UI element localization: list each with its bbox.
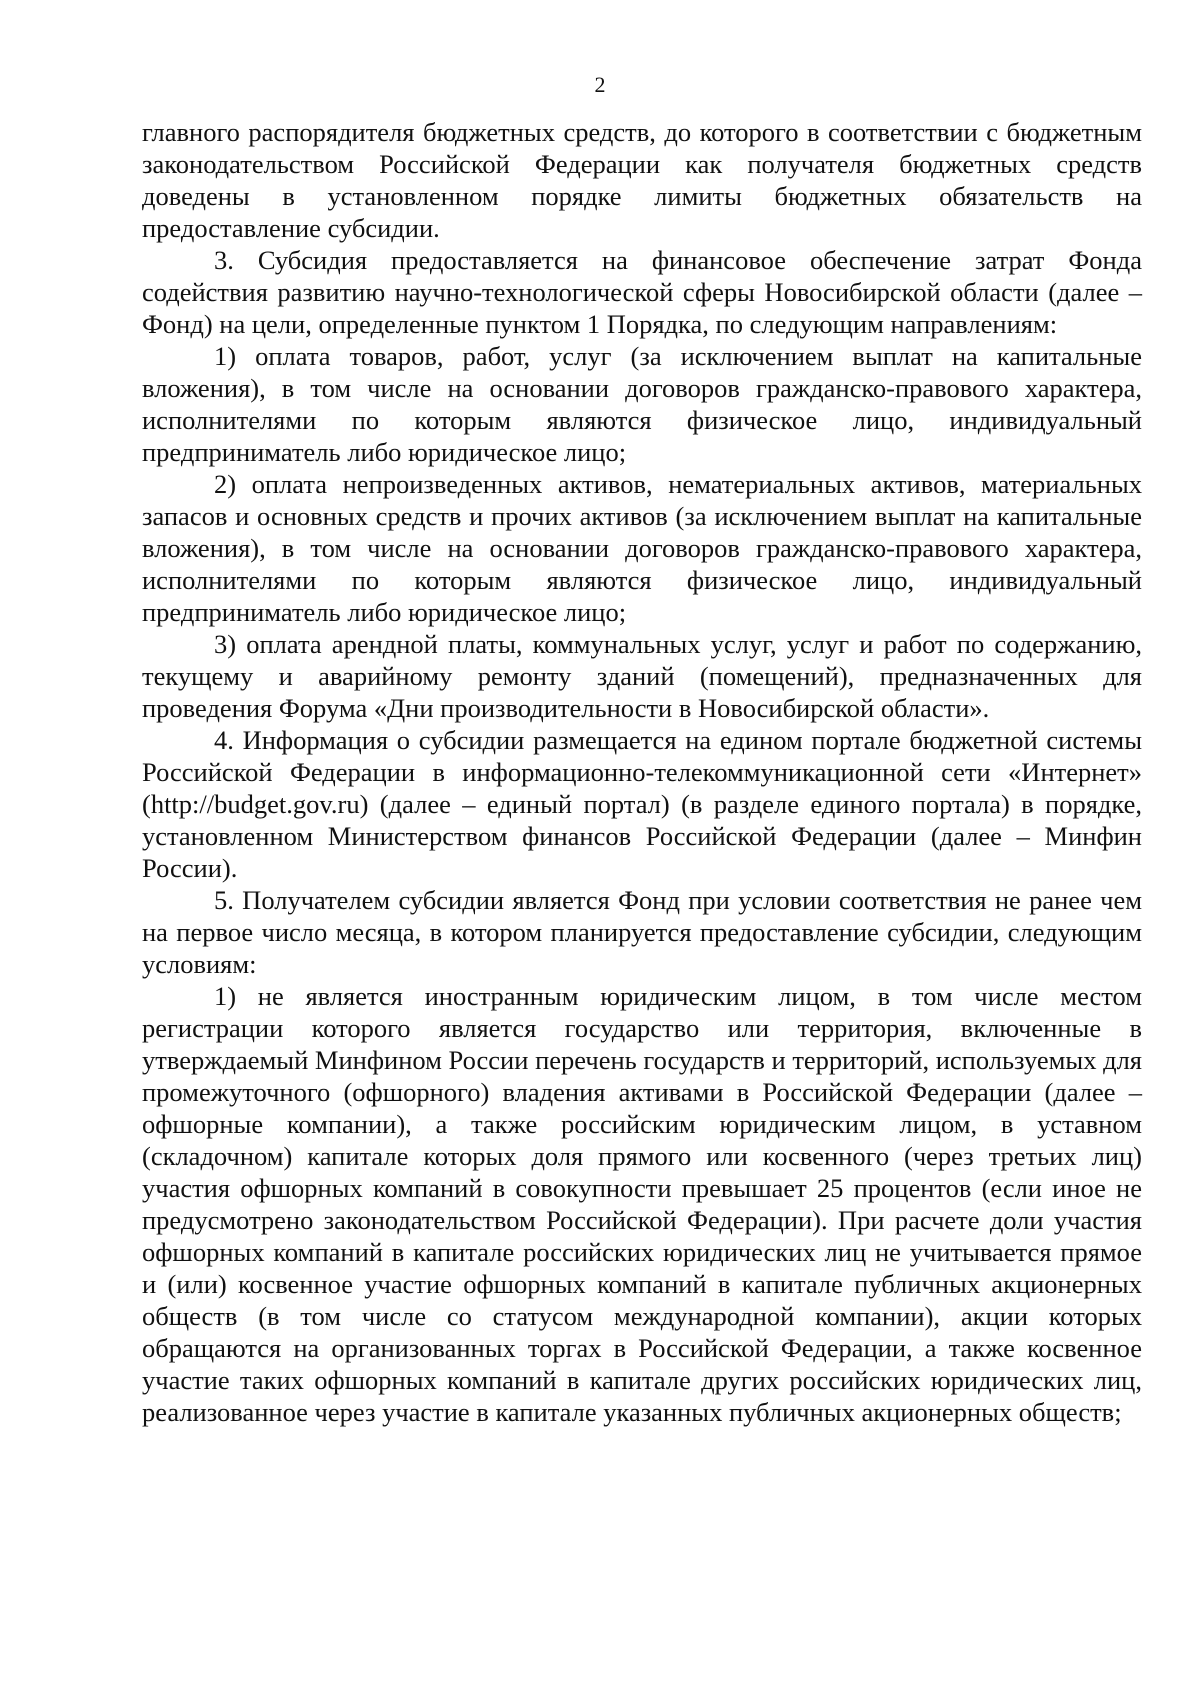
- paragraph-continuation: главного распорядителя бюджетных средств, до которого в соответствии с бюджетным законодательством Российской Федерации как получателя бюджетных средств доведены в установленном порядке лимиты бюджетных обязательств на предоставление субсидии.: [142, 117, 1142, 243]
- paragraph-item-4: 4. Информация о субсидии размещается на едином портале бюджетной системы Российской Федерации в информационно-телекоммуникационной сети «Интернет» (http://budget.gov.ru) (далее – единый портал) (в разделе единого портала) в порядке, установленном Министерством финансов Российской Федерации (далее – Минфин России).: [142, 725, 1142, 883]
- paragraph-subitem-3-2: 2) оплата непроизведенных активов, нематериальных активов, материальных запасов и основных средств и прочих активов (за исключением выплат на капитальные вложения), в том числе на основании договоров гражданско-правового характера, исполнителями по которым являются физическое лицо, индивидуальный предприниматель либо юридическое лицо;: [142, 469, 1142, 627]
- paragraph-subitem-3-1: 1) оплата товаров, работ, услуг (за исключением выплат на капитальные вложения), в том числе на основании договоров гражданско-правового характера, исполнителями по которым являются физическое лицо, индивидуальный предприниматель либо юридическое лицо;: [142, 341, 1142, 467]
- document-body: [142, 116, 1142, 1428]
- page-number: 2: [594, 72, 606, 97]
- paragraph-subitem-5-1: 1) не является иностранным юридическим лицом, в том числе местом регистрации которого является государство или территория, включенные в утверждаемый Минфином России перечень государств и территорий, используемых для промежуточного (офшорного) владения активами в Российской Федерации (далее – офшорные компании), а также российским юридическим лицом, в уставном (складочном) капитале которых доля прямого или косвенного (через третьих лиц) участия офшорных компаний в совокупности превышает 25 процентов (если иное не предусмотрено законодательством Российской Федерации). При расчете доли участия офшорных компаний в капитале российских юридических лиц не учитывается прямое и (или) косвенное участие офшорных компаний в капитале публичных акционерных обществ (в том числе со статусом международной компании), акции которых обращаются на организованных торгах в Российской Федерации, а также косвенное участие таких офшорных компаний в капитале других российских юридических лиц, реализованное через участие в капитале указанных публичных акционерных обществ;: [142, 981, 1142, 1427]
- paragraph-subitem-3-3: 3) оплата арендной платы, коммунальных услуг, услуг и работ по содержанию, текущему и аварийному ремонту зданий (помещений), предназначенных для проведения Форума «Дни производительности в Новосибирской области».: [142, 629, 1142, 723]
- paragraph-item-3: 3. Субсидия предоставляется на финансовое обеспечение затрат Фонда содействия развитию научно-технологической сферы Новосибирской области (далее – Фонд) на цели, определенные пунктом 1 Порядка, по следующим направлениям:: [142, 245, 1142, 339]
- paragraph-item-5: 5. Получателем субсидии является Фонд при условии соответствия не ранее чем на первое число месяца, в котором планируется предоставление субсидии, следующим условиям:: [142, 885, 1142, 979]
